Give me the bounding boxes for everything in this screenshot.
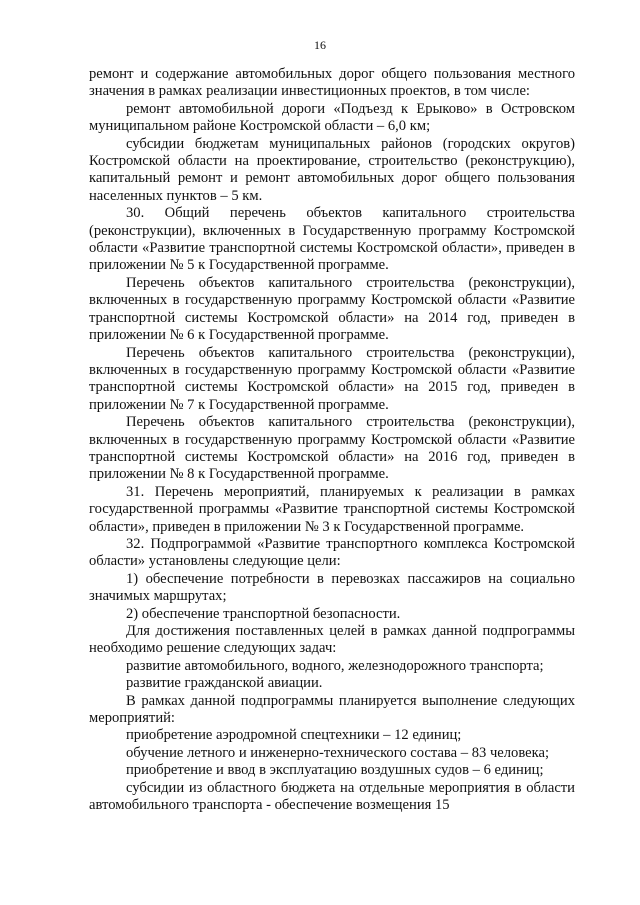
paragraph: 32. Подпрограммой «Развитие транспортного комплекса Костромской области» установлены следующие цели: (89, 535, 575, 570)
paragraph: Перечень объектов капитального строительства (реконструкции), включенных в государственную программу Костромской области «Развитие транспортной системы Костромской области» на 2016 год, приведен в приложении № 8 к Государственной программе. (89, 414, 575, 483)
paragraph: ремонт и содержание автомобильных дорог общего пользования местного значения в рамках реализации инвестиционных проектов, в том числе: (89, 66, 575, 100)
document-body (89, 66, 575, 814)
paragraph: В рамках данной подпрограммы планируется выполнение следующих мероприятий: (89, 692, 575, 727)
paragraph: 1) обеспечение потребности в перевозках пассажиров на социально значимых маршрутах; (89, 570, 575, 605)
paragraph: приобретение аэродромной спецтехники – 12 единиц; (126, 727, 462, 744)
paragraph: Перечень объектов капитального строительства (реконструкции), включенных в государственную программу Костромской области «Развитие транспортной системы Костромской области» на 2014 год, приведен в приложении № 6 к Государственной программе. (89, 274, 575, 344)
paragraph: развитие автомобильного, водного, железнодорожного транспорта; (126, 657, 544, 674)
paragraph: 31. Перечень мероприятий, планируемых к реализации в рамках государственной программы «Развитие транспортной системы Костромской области», приведен в приложении № 3 к Государственной программе. (89, 483, 575, 535)
paragraph: 30. Общий перечень объектов капитального строительства (реконструкции), включенных в Государственную программу Костромской области «Развитие транспортной системы Костромской области», приведен в приложении № 5 к Государственной программе. (89, 205, 575, 274)
paragraph: субсидии из областного бюджета на отдельные мероприятия в области автомобильного транспорта - обеспечение возмещения 15 (89, 779, 575, 814)
paragraph: ремонт автомобильной дороги «Подъезд к Ерыково» в Островском муниципальном районе Костромской области – 6,0 км; (89, 100, 575, 135)
paragraph: субсидии бюджетам муниципальных районов (городских округов) Костромской области на проектирование, строительство (реконструкцию), капитальный ремонт и ремонт автомобильных дорог общего пользования населенных пунктов – 5 км. (89, 135, 575, 204)
page-number: 16 (314, 38, 326, 52)
paragraph: обучение летного и инженерно-технического состава – 83 человека; (126, 744, 550, 761)
paragraph: развитие гражданской авиации. (126, 675, 323, 692)
paragraph: приобретение и ввод в эксплуатацию воздушных судов – 6 единиц; (126, 762, 544, 779)
paragraph: 2) обеспечение транспортной безопасности. (126, 605, 401, 622)
paragraph: Для достижения поставленных целей в рамках данной подпрограммы необходимо решение следующих задач: (89, 623, 575, 657)
paragraph: Перечень объектов капитального строительства (реконструкции), включенных в государственную программу Костромской области «Развитие транспортной системы Костромской области» на 2015 год, приведен в приложении № 7 к Государственной программе. (89, 344, 575, 413)
